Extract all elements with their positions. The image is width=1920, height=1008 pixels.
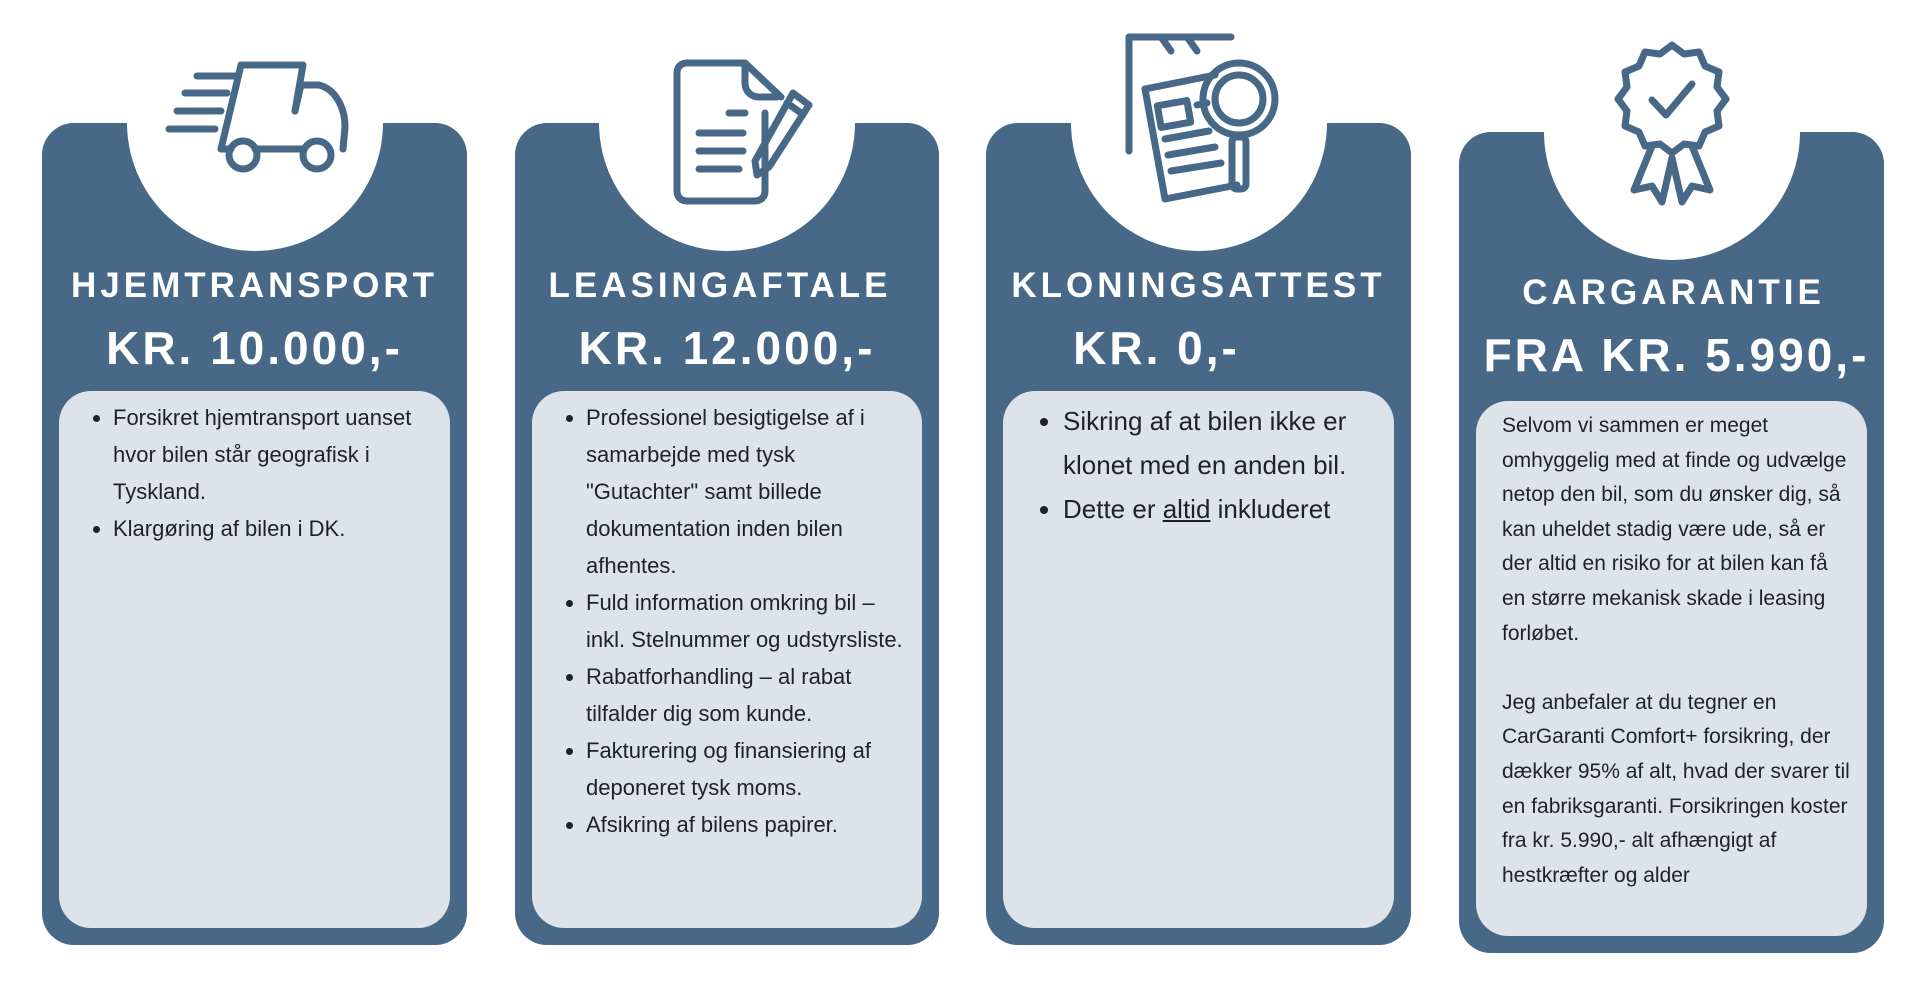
- card-leasingaftale: [515, 123, 939, 945]
- card-title: HJEMTRANSPORT: [70, 266, 439, 305]
- document-magnifier-icon: [1099, 31, 1299, 211]
- underlined-word: altid: [1162, 494, 1211, 524]
- feature-list: [1025, 399, 1380, 531]
- list-item: • Professionel besigtigelse af i samarbejde med tysk "Gutachter" samt billede dokumentation inden bilen afhentes.: [586, 399, 908, 584]
- description-paragraph: Selvom vi sammen er meget omhyggelig med at finde og udvælge netop den bil, som du ønsker dig, så kan uheldet stadig være ude, så er der altid en risiko for at bilen kan få en større mekanisk skade i leasing forløbet.: [1502, 414, 1847, 645]
- card-price: FRA KR. 5.990,-: [1483, 329, 1870, 381]
- list-item-text: Dette er: [1063, 494, 1163, 524]
- card-panel: [1003, 391, 1394, 928]
- description-paragraph: Jeg anbefaler at du tegner en CarGaranti Comfort+ forsikring, der dækker 95% af alt, hvad der svarer til en fabriksgaranti. Forsikringen koster fra kr. 5.990,- alt afhængigt af hestkræfter og alder: [1502, 690, 1850, 887]
- list-item-text: inkluderet: [1210, 494, 1331, 524]
- card-title: CARGARANTIE: [1522, 273, 1825, 312]
- list-item: • Rabatforhandling – al rabat tilfalder dig som kunde.: [586, 658, 908, 732]
- feature-list: [75, 399, 430, 547]
- card-kloningsattest: [986, 123, 1411, 945]
- award-badge-icon: [1572, 40, 1772, 220]
- card-price: KR. 0,-: [1073, 322, 1240, 374]
- card-panel: [1476, 401, 1867, 936]
- card-cargarantie: [1459, 132, 1884, 953]
- list-item: [1063, 487, 1380, 531]
- list-item: • Klargøring af bilen i DK.: [113, 510, 430, 547]
- list-item: • Afsikring af bilens papirer.: [586, 806, 908, 843]
- list-item: • Sikring af at bilen ikke er klonet med en anden bil.: [1063, 399, 1380, 487]
- list-item: • Fakturering og finansiering af deponeret tysk moms.: [586, 732, 908, 806]
- card-panel: [59, 391, 450, 928]
- document-pen-icon: [627, 31, 827, 211]
- card-hjemtransport: [42, 123, 467, 945]
- truck-icon: [155, 31, 355, 211]
- list-item: • Forsikret hjemtransport uanset hvor bilen står geografisk i Tyskland.: [113, 399, 430, 510]
- card-price: KR. 10.000,-: [106, 322, 403, 374]
- card-price: KR. 12.000,-: [578, 322, 876, 374]
- card-title: LEASINGAFTALE: [548, 266, 892, 305]
- card-panel: [532, 391, 922, 928]
- list-item: • Fuld information omkring bil – inkl. Stelnummer og udstyrsliste.: [586, 584, 908, 658]
- card-title: KLONINGSATTEST: [1011, 266, 1386, 305]
- feature-list: [548, 399, 908, 843]
